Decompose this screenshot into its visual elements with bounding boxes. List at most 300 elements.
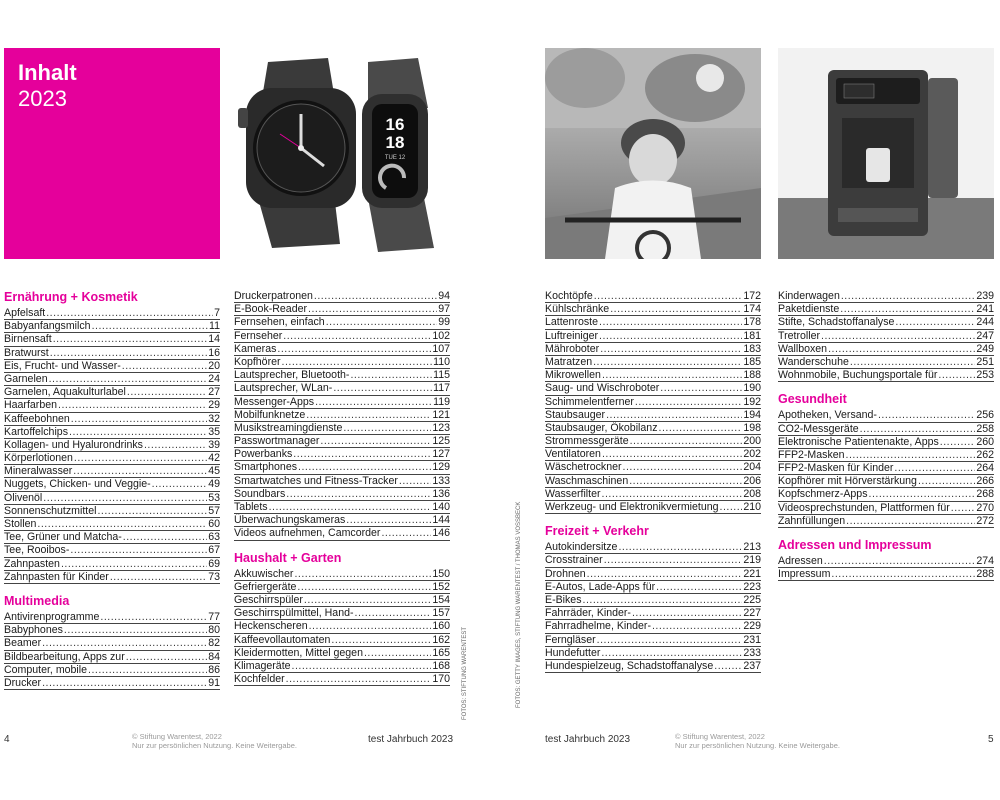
section-title: Multimedia xyxy=(4,593,70,608)
toc-entry-page: 204 xyxy=(743,461,761,474)
toc-entry[interactable] xyxy=(545,541,761,554)
toc-entry-label: Smartphones xyxy=(234,461,298,474)
toc-entry-label: Geschirrspülmittel, Hand- xyxy=(234,607,354,620)
toc-entry-page: 165 xyxy=(432,646,450,659)
section-title: Ernährung + Kosmetik xyxy=(4,290,138,304)
toc-entry[interactable] xyxy=(234,316,450,329)
toc-entry[interactable] xyxy=(4,399,220,412)
toc-entry-label: Staubsauger xyxy=(545,408,606,421)
dot-leader xyxy=(714,660,742,673)
toc-entry-page: 188 xyxy=(743,369,761,382)
toc-entry-page: 102 xyxy=(432,329,450,342)
watch-time-minutes: 18 xyxy=(385,133,405,152)
toc-entry[interactable] xyxy=(778,502,994,515)
toc-entry[interactable] xyxy=(545,594,761,607)
dot-leader xyxy=(343,422,431,435)
dot-leader xyxy=(58,399,207,412)
toc-entry-page: 157 xyxy=(432,607,450,620)
toc-entry-page: 268 xyxy=(976,488,994,501)
toc-entry[interactable] xyxy=(545,501,761,514)
toc-entry[interactable] xyxy=(234,620,450,633)
section-title: Adressen und Impressum xyxy=(778,538,932,552)
toc-entry[interactable] xyxy=(234,501,450,514)
toc-entry[interactable] xyxy=(4,651,220,664)
toc-entry[interactable] xyxy=(4,307,220,320)
toc-entry[interactable] xyxy=(778,555,994,568)
toc-entry[interactable] xyxy=(545,634,761,647)
toc-entry-label: Lautsprecher, Bluetooth- xyxy=(234,369,350,382)
toc-entry-page: 16 xyxy=(208,346,220,359)
toc-entry-label: Wäschetrockner xyxy=(545,461,622,474)
dot-leader xyxy=(610,303,742,316)
toc-entry[interactable] xyxy=(234,435,450,448)
toc-entry-page: 219 xyxy=(743,554,761,567)
toc-entry-page: 7 xyxy=(214,307,220,319)
copyright-right xyxy=(675,732,840,750)
dot-leader xyxy=(623,461,743,474)
toc-entry[interactable] xyxy=(4,544,220,557)
toc-entry-label: Kartoffelchips xyxy=(4,425,68,438)
toc-entry[interactable] xyxy=(778,369,994,382)
toc-entry-label: Lattenroste xyxy=(545,316,599,329)
toc-entry-page: 244 xyxy=(976,316,994,329)
toc-entry-label: Ventilatoren xyxy=(545,448,601,461)
dot-leader xyxy=(286,673,432,686)
toc-entry-label: Musikstreamingdienste xyxy=(234,421,343,434)
toc-entry[interactable] xyxy=(234,527,450,540)
toc-entry-label: Haarfarben xyxy=(4,399,57,412)
toc-entry[interactable] xyxy=(778,475,994,488)
toc-entry[interactable] xyxy=(545,475,761,488)
toc-entry-page: 53 xyxy=(208,491,220,504)
toc-entry[interactable] xyxy=(545,435,761,448)
toc-entry[interactable] xyxy=(4,386,220,399)
toc-entry-label: Tee, Grüner und Matcha- xyxy=(4,531,122,544)
toc-entry[interactable] xyxy=(234,356,450,369)
toc-entry-page: 241 xyxy=(976,303,994,316)
toc-entry-page: 80 xyxy=(208,624,220,637)
toc-entry[interactable] xyxy=(778,343,994,356)
toc-entry-label: E-Bikes xyxy=(545,593,582,606)
toc-entry[interactable] xyxy=(545,369,761,382)
toc-entry-page: 140 xyxy=(432,501,450,513)
toc-entry[interactable] xyxy=(234,514,450,527)
toc-entry[interactable] xyxy=(234,448,450,461)
dot-leader xyxy=(824,555,976,568)
toc-entry[interactable] xyxy=(545,382,761,395)
dot-leader xyxy=(597,634,743,647)
dot-leader xyxy=(277,343,431,356)
toc-entry[interactable] xyxy=(4,333,220,346)
toc-entry-label: Babyanfangsmilch xyxy=(4,320,91,333)
toc-entry[interactable] xyxy=(778,423,994,436)
dot-leader xyxy=(127,386,207,399)
toc-entry[interactable] xyxy=(234,409,450,422)
toc-entry-page: 97 xyxy=(438,303,450,316)
toc-entry-label: Sonnenschutzmittel xyxy=(4,504,97,517)
dot-leader xyxy=(895,316,975,329)
dot-leader xyxy=(602,448,742,461)
dot-leader xyxy=(92,320,208,333)
toc-entry[interactable] xyxy=(234,475,450,488)
toc-entry-label: Apfelsaft xyxy=(4,307,46,319)
toc-entry[interactable] xyxy=(4,439,220,452)
dot-leader xyxy=(938,369,975,382)
toc-entry[interactable] xyxy=(234,647,450,660)
toc-entry[interactable] xyxy=(234,330,450,343)
toc-entry-label: Mobilfunknetze xyxy=(234,408,306,421)
toc-entry-page: 223 xyxy=(743,580,761,593)
toc-entry[interactable] xyxy=(545,316,761,329)
page-number-left: 4 xyxy=(4,734,10,745)
dot-leader xyxy=(42,637,207,650)
dot-leader xyxy=(88,664,207,677)
dot-leader xyxy=(346,514,431,527)
toc-entry-page: 73 xyxy=(208,570,220,583)
dot-leader xyxy=(333,382,432,395)
toc-entry[interactable] xyxy=(234,594,450,607)
toc-entry[interactable] xyxy=(234,634,450,647)
toc-entry[interactable] xyxy=(545,330,761,343)
toc-entry-label: Druckerpatronen xyxy=(234,290,313,302)
copyright-left xyxy=(132,732,297,750)
toc-entry-label: Adressen xyxy=(778,555,823,567)
toc-entry-page: 258 xyxy=(976,422,994,435)
dot-leader xyxy=(600,343,742,356)
toc-entry-label: Tee, Rooibos- xyxy=(4,544,70,557)
toc-entry-page: 253 xyxy=(976,369,994,382)
toc-entry-label: Soundbars xyxy=(234,487,286,500)
smartwatch-illustration xyxy=(228,48,454,259)
watch-time-hours: 16 xyxy=(385,115,405,134)
toc-entry-page: 210 xyxy=(743,501,761,513)
toc-entry-label: Wallboxen xyxy=(778,342,828,355)
toc-entry[interactable] xyxy=(4,347,220,360)
toc-entry-label: Akkuwischer xyxy=(234,567,294,580)
toc-entry-page: 154 xyxy=(432,593,450,606)
toc-entry-page: 174 xyxy=(743,303,761,316)
dot-leader xyxy=(293,448,431,461)
dot-leader xyxy=(846,515,975,528)
toc-entry-label: Elektronische Patientenakte, Apps xyxy=(778,435,939,448)
child-cyclist-illustration xyxy=(545,48,761,259)
toc-entry[interactable] xyxy=(778,330,994,343)
toc-entry[interactable] xyxy=(778,316,994,329)
toc-entry[interactable] xyxy=(234,660,450,673)
toc-entry-page: 270 xyxy=(976,501,994,514)
toc-entry-label: Fahrräder, Kinder- xyxy=(545,607,631,620)
toc-entry-page: 107 xyxy=(432,342,450,355)
toc-entry[interactable] xyxy=(4,426,220,439)
dot-leader xyxy=(53,333,208,346)
dot-leader xyxy=(326,316,438,329)
title-box xyxy=(4,48,220,259)
toc-entry[interactable] xyxy=(778,515,994,528)
toc-entry[interactable] xyxy=(4,478,220,491)
toc-entry[interactable] xyxy=(234,369,450,382)
toc-entry-page: 256 xyxy=(976,409,994,422)
toc-entry-label: Videos aufnehmen, Camcorder xyxy=(234,527,381,540)
toc-entry-label: Klimageräte xyxy=(234,659,291,672)
dot-leader xyxy=(364,647,431,660)
toc-entry-page: 110 xyxy=(433,355,450,368)
toc-entry[interactable] xyxy=(234,303,450,316)
toc-entry-label: Wasserfilter xyxy=(545,487,601,500)
toc-entry[interactable] xyxy=(545,343,761,356)
dot-leader xyxy=(632,607,742,620)
toc-entry[interactable] xyxy=(234,607,450,620)
toc-entry-label: Messenger-Apps xyxy=(234,395,315,408)
toc-entry[interactable] xyxy=(545,396,761,409)
photo-credit-left: FOTOS: STIFTUNG WARENTEST xyxy=(462,627,468,720)
toc-entry-label: Crosstrainer xyxy=(545,554,603,567)
toc-entry[interactable] xyxy=(4,611,220,624)
dot-leader xyxy=(602,369,742,382)
toc-entry[interactable] xyxy=(4,492,220,505)
toc-entry[interactable] xyxy=(778,409,994,422)
toc-entry-page: 99 xyxy=(438,316,450,329)
toc-entry-label: Gefriergeräte xyxy=(234,580,297,593)
toc-entry[interactable] xyxy=(234,581,450,594)
toc-entry[interactable] xyxy=(4,465,220,478)
dot-leader xyxy=(720,501,743,514)
dot-leader xyxy=(355,607,432,620)
toc-entry[interactable] xyxy=(4,558,220,571)
section-title: Gesundheit xyxy=(778,392,847,407)
dot-leader xyxy=(659,422,743,435)
toc-entry[interactable] xyxy=(4,624,220,637)
toc-entry-page: 247 xyxy=(976,329,994,342)
dot-leader xyxy=(61,558,207,571)
toc-entry[interactable] xyxy=(4,664,220,677)
toc-entry[interactable] xyxy=(4,320,220,333)
dot-leader xyxy=(309,620,432,633)
dot-leader xyxy=(850,356,975,369)
toc-entry-page: 115 xyxy=(433,369,450,382)
toc-entry[interactable] xyxy=(778,462,994,475)
toc-entry[interactable] xyxy=(778,356,994,369)
toc-entry-page: 49 xyxy=(208,478,220,491)
toc-entry[interactable] xyxy=(234,290,450,303)
toc-entry-label: Geschirrspüler xyxy=(234,593,303,606)
toc-entry-page: 200 xyxy=(743,435,761,448)
toc-entry-page: 86 xyxy=(208,663,220,676)
copyright-right-line1: © Stiftung Warentest, 2022 xyxy=(675,732,765,741)
toc-entry-page: 129 xyxy=(432,461,450,474)
toc-entry[interactable] xyxy=(545,660,761,673)
toc-entry-page: 11 xyxy=(209,320,220,333)
toc-entry[interactable] xyxy=(545,581,761,594)
toc-entry[interactable] xyxy=(4,637,220,650)
toc-entry-page: 213 xyxy=(743,541,761,554)
photo-credit-right: FOTOS: GETTY IMAGES, STIFTUNG WARENTEST / THOMAS VOSSBECK xyxy=(516,501,522,708)
dot-leader xyxy=(100,611,207,624)
dot-leader xyxy=(292,660,432,673)
toc-entry[interactable] xyxy=(234,568,450,581)
toc-entry-page: 231 xyxy=(743,633,761,646)
toc-entry-label: Computer, mobile xyxy=(4,663,88,676)
toc-entry[interactable] xyxy=(778,488,994,501)
dot-leader xyxy=(37,518,207,531)
toc-entry-label: Nuggets, Chicken- und Veggie- xyxy=(4,478,151,491)
dot-leader xyxy=(70,544,207,557)
dot-leader xyxy=(46,307,213,320)
dot-leader xyxy=(831,568,975,581)
dot-leader xyxy=(878,409,975,422)
toc-entry-label: Tretroller xyxy=(778,329,820,342)
toc-entry-label: Stifte, Schadstoffanalyse xyxy=(778,316,895,329)
dot-leader xyxy=(660,382,742,395)
toc-entry[interactable] xyxy=(234,461,450,474)
toc-entry-label: Apotheken, Versand- xyxy=(778,409,877,422)
copyright-left-line1: © Stiftung Warentest, 2022 xyxy=(132,732,222,741)
toc-entry[interactable] xyxy=(4,531,220,544)
copyright-left-line2: Nur zur persönlichen Nutzung. Keine Weitergabe. xyxy=(132,741,297,750)
dot-leader xyxy=(951,502,976,515)
toc-entry-page: 42 xyxy=(208,452,220,465)
toc-entry[interactable] xyxy=(545,409,761,422)
toc-entry[interactable] xyxy=(545,303,761,316)
toc-entry-page: 221 xyxy=(743,567,761,580)
copyright-right-line2: Nur zur persönlichen Nutzung. Keine Weitergabe. xyxy=(675,741,840,750)
dot-leader xyxy=(294,568,431,581)
dot-leader xyxy=(841,290,975,303)
toc-entry-page: 260 xyxy=(976,435,994,448)
toc-entry[interactable] xyxy=(234,382,450,395)
dot-leader xyxy=(314,290,437,303)
toc-entry[interactable] xyxy=(545,607,761,620)
toc-entry-label: Fernsehen, einfach xyxy=(234,316,325,329)
toc-entry-page: 249 xyxy=(976,342,994,355)
toc-entry[interactable] xyxy=(545,620,761,633)
toc-entry[interactable] xyxy=(4,677,220,690)
toc-entry-label: Hundefutter xyxy=(545,646,601,659)
toc-entry-label: Zahnpasten für Kinder xyxy=(4,570,109,583)
toc-entry-page: 172 xyxy=(743,290,761,302)
dot-leader xyxy=(286,488,431,501)
toc-entry-label: Wanderschuhe xyxy=(778,355,849,368)
toc-entry-page: 266 xyxy=(976,475,994,488)
toc-entry[interactable] xyxy=(4,518,220,531)
toc-entry[interactable] xyxy=(234,343,450,356)
toc-entry-label: Stollen xyxy=(4,518,37,530)
toc-column-4 xyxy=(778,290,994,581)
dot-leader xyxy=(840,303,975,316)
toc-entry-label: CO2-Messgeräte xyxy=(778,422,859,435)
toc-entry[interactable] xyxy=(545,290,761,303)
toc-entry-label: Drucker xyxy=(4,676,42,689)
dot-leader xyxy=(940,436,976,449)
dot-leader xyxy=(656,581,742,594)
toc-entry[interactable] xyxy=(4,571,220,584)
toc-entry[interactable] xyxy=(234,422,450,435)
toc-entry-page: 121 xyxy=(432,408,450,421)
toc-entry-label: Zahnfüllungen xyxy=(778,514,846,527)
toc-entry[interactable] xyxy=(4,373,220,386)
toc-entry[interactable] xyxy=(234,673,450,686)
dot-leader xyxy=(126,651,207,664)
toc-entry-label: Heckenscheren xyxy=(234,620,308,633)
toc-entry[interactable] xyxy=(4,452,220,465)
toc-entry-page: 272 xyxy=(976,514,994,527)
dot-leader xyxy=(308,303,437,316)
toc-entry-page: 152 xyxy=(432,580,450,593)
dot-leader xyxy=(144,439,207,452)
toc-entry-label: Ferngläser xyxy=(545,633,596,646)
child-cyclist-photo xyxy=(545,48,761,259)
toc-entry-label: Hundespielzeug, Schadstoffanalyse xyxy=(545,659,714,672)
toc-entry-page: 192 xyxy=(743,395,761,408)
toc-entry[interactable] xyxy=(545,647,761,660)
dot-leader xyxy=(123,531,207,544)
toc-entry[interactable] xyxy=(234,396,450,409)
dot-leader xyxy=(73,465,207,478)
toc-entry-page: 29 xyxy=(208,399,220,412)
dot-leader xyxy=(594,290,743,303)
toc-entry-label: Staubsauger, Ökobilanz xyxy=(545,421,658,434)
toc-entry[interactable] xyxy=(778,568,994,581)
toc-entry-label: FFP2-Masken für Kinder xyxy=(778,462,894,475)
dot-leader xyxy=(869,488,976,501)
toc-entry[interactable] xyxy=(234,488,450,501)
toc-entry-page: 125 xyxy=(432,435,450,448)
dot-leader xyxy=(601,647,742,660)
dot-leader xyxy=(846,449,976,462)
toc-entry-label: Waschmaschinen xyxy=(545,474,629,487)
toc-entry[interactable] xyxy=(4,360,220,373)
dot-leader xyxy=(828,343,975,356)
toc-entry[interactable] xyxy=(778,436,994,449)
toc-entry-label: Babyphones xyxy=(4,624,63,637)
toc-entry-label: Überwachungskameras xyxy=(234,514,346,527)
toc-entry[interactable] xyxy=(778,303,994,316)
toc-entry[interactable] xyxy=(4,505,220,518)
toc-entry[interactable] xyxy=(778,290,994,303)
toc-entry[interactable] xyxy=(778,449,994,462)
dot-leader xyxy=(283,330,431,343)
toc-entry[interactable] xyxy=(4,413,220,426)
dot-leader xyxy=(587,568,743,581)
toc-entry-page: 20 xyxy=(208,359,220,372)
toc-entry-page: 170 xyxy=(432,673,450,686)
toc-entry[interactable] xyxy=(545,422,761,435)
toc-entry-label: Wohnmobile, Buchungsportale für xyxy=(778,369,938,382)
toc-entry[interactable] xyxy=(545,461,761,474)
dot-leader xyxy=(74,452,207,465)
toc-entry-page: 227 xyxy=(743,607,761,620)
toc-entry[interactable] xyxy=(545,554,761,567)
toc-entry-page: 24 xyxy=(208,372,220,385)
dot-leader xyxy=(331,634,431,647)
toc-entry-label: E-Autos, Lade-Apps für xyxy=(545,580,656,593)
toc-entry-label: Paketdienste xyxy=(778,303,840,316)
toc-entry[interactable] xyxy=(545,488,761,501)
toc-entry-label: Kinderwagen xyxy=(778,290,840,302)
dot-leader xyxy=(110,571,207,584)
toc-entry[interactable] xyxy=(545,568,761,581)
toc-entry[interactable] xyxy=(545,356,761,369)
section-title: Haushalt + Garten xyxy=(234,550,342,565)
toc-entry[interactable] xyxy=(545,448,761,461)
toc-entry-page: 119 xyxy=(433,395,450,408)
dot-leader xyxy=(652,620,742,633)
coffee-machine-illustration xyxy=(778,48,994,259)
toc-entry-page: 94 xyxy=(438,290,450,302)
toc-entry-page: 117 xyxy=(433,382,450,395)
toc-entry-label: Mineralwasser xyxy=(4,465,73,478)
dot-leader xyxy=(269,501,432,514)
dot-leader xyxy=(304,594,431,607)
